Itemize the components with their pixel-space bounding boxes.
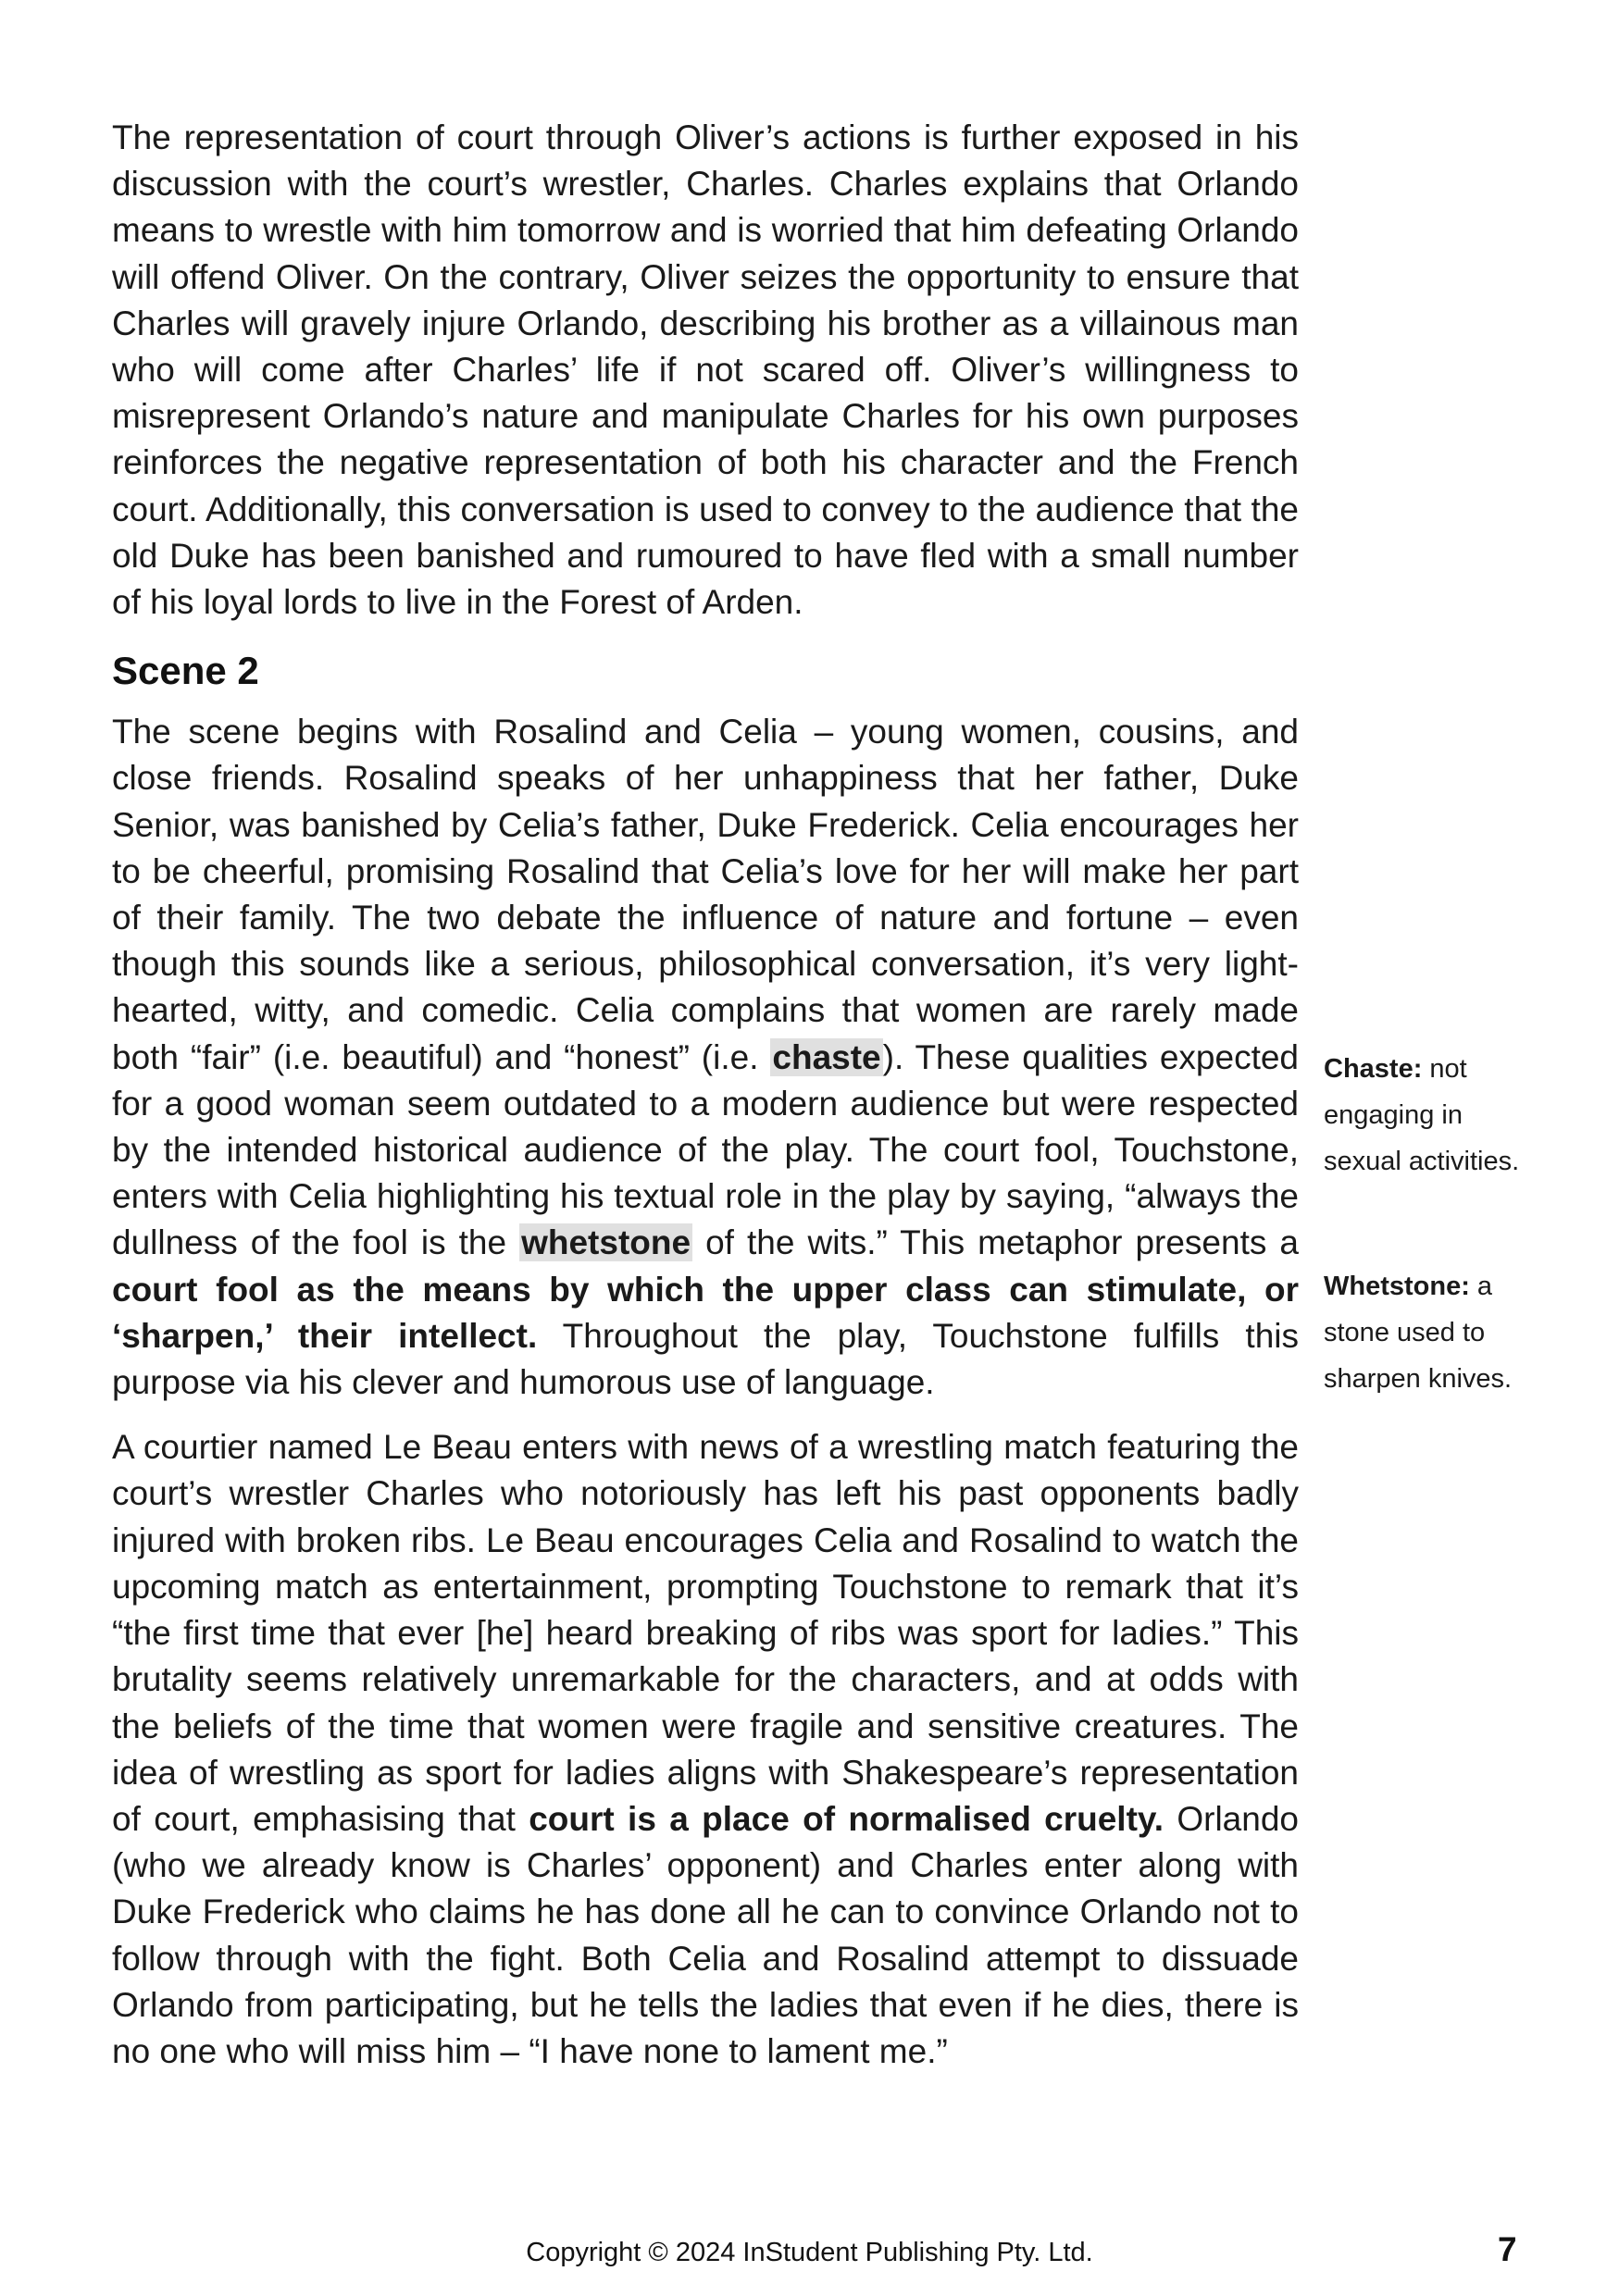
emphasis-court-fool: court fool as the means by which the upper class can stimulate, or ‘sharpen,’ their intellect. [112, 1270, 1299, 1355]
text-segment: ). These qualities expected for a good woman seem outdated to a modern audience but were respected by the intended historical audience of the play. The court fool, Touchstone, enters with Celia highlighting his textual role in the play by saying, “always the dullness of the fool is the [112, 1037, 1300, 1262]
glossary-term: Whetstone: [1324, 1272, 1470, 1301]
glossary-definition: a stone used to sharpen knives. [1324, 1272, 1513, 1395]
scene-2-heading: Scene 2 [112, 649, 259, 693]
glossary-definition: not engaging in sexual activities. [1324, 1054, 1520, 1177]
emphasis-normalised-cruelty: court is a place of normalised cruelty. [529, 1799, 1164, 1838]
glossary-term-whetstone: whetstone [521, 1223, 691, 1262]
text-segment: Orlando (who we already know is Charles’ opponent) and Charles enter along with Duke Frederick who claims he has done all he can to convince Orlando not to follow through with the fight. Both Celia and Rosalind attempt to dissuade Orlando from participating, but he tells the ladies that even if he dies, there is no one who will miss him – “I have none to lament me.” [112, 1799, 1299, 2070]
text-segment: A courtier named Le Beau enters with news of a wrestling match featuring the court’s wrestler Charles who notoriously has left his past opponents badly injured with broken ribs. Le Beau encourages Celia and Rosalind to watch the upcoming match as entertainment, prompting Touchstone to remark that it’s “the first time that ever [he] heard breaking of ribs was sport for ladies.” This brutality seems relatively unremarkable for the characters, and at odds with the beliefs of the time that women were fragile and sensitive creatures. The idea of wrestling as sport for ladies aligns with Shakespeare’s representation of court, emphasising that [112, 1428, 1299, 1838]
glossary-note-chaste [1324, 1046, 1546, 1185]
paragraph-rosalind-celia [112, 709, 1299, 1406]
glossary-term-chaste: chaste [772, 1037, 881, 1076]
page-number: 7 [1498, 2230, 1517, 2268]
paragraph-le-beau [112, 1424, 1299, 2075]
footer-copyright: Copyright © 2024 InStudent Publishing Pty. Ltd. [526, 2238, 1093, 2267]
text-segment: Throughout the play, Touchstone fulfills this purpose via his clever and humorous use of language. [112, 1316, 1299, 1402]
main-text-column [112, 115, 1299, 2075]
glossary-term: Chaste: [1324, 1054, 1423, 1084]
text-segment: The scene begins with Rosalind and Celia – young women, cousins, and close friends. Rosalind speaks of her unhappiness that her father, Duke Senior, was banished by Celia’s father, Duke Frederick. Celia encourages her to be cheerful, promising Rosalind that Celia’s love for her will make her part of their family. The two debate the influence of nature and fortune – even though this sounds like a serious, philosophical conversation, it’s very light-hearted, witty, and comedic. Celia complains that women are rarely made both “fair” (i.e. beautiful) and “honest” (i.e. [112, 713, 1299, 1076]
text-segment: of the wits.” This metaphor presents a [692, 1223, 1299, 1262]
paragraph-oliver-charles: The representation of court through Oliver’s actions is further exposed in his discussion with the court’s wrestler, Charles. Charles explains that Orlando means to wrestle with him tomorrow and is worried that him defeating Orlando will offend Oliver. On the contrary, Oliver seizes the opportunity to ensure that Charles will gravely injure Orlando, describing his brother as a villainous man who will come after Charles’ life if not scared off. Oliver’s willingness to misrepresent Orlando’s nature and manipulate Charles for his own purposes reinforces the negative representation of both his character and the French court. Additionally, this conversation is used to convey to the audience that the old Duke has been banished and rumoured to have fled with a small number of his loyal lords to live in the Forest of Arden. [112, 118, 1299, 622]
glossary-note-whetstone [1324, 1263, 1546, 1403]
